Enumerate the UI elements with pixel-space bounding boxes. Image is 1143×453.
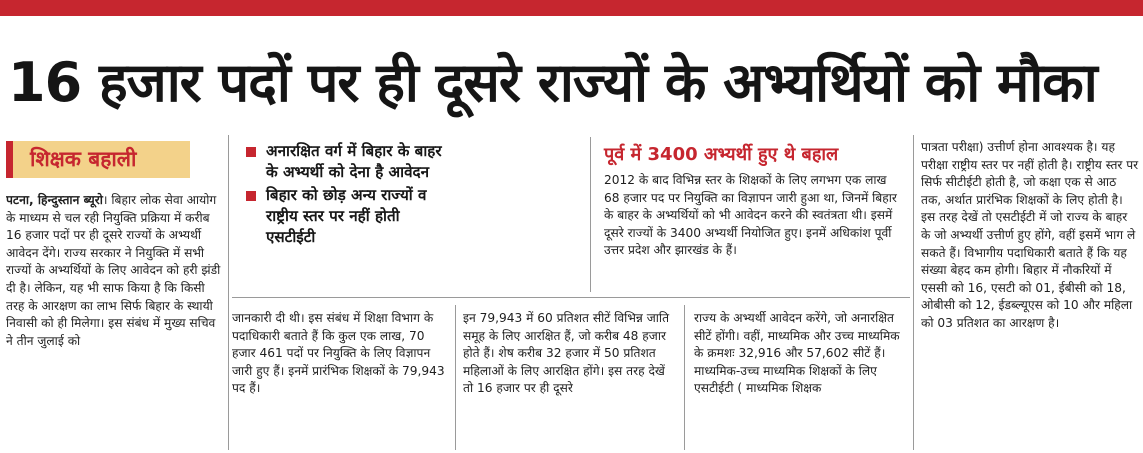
article-column-5 bbox=[921, 139, 1139, 450]
column-divider bbox=[913, 135, 914, 450]
tag-accent-bar bbox=[6, 141, 13, 178]
section-tag bbox=[6, 141, 190, 178]
section-rule bbox=[232, 297, 910, 298]
column-2-text: जानकारी दी थी। इस संबंध में शिक्षा विभाग के पदाधिकारी बताते हैं कि कुल एक लाख, 70 हजार 461 पदों पर नियुक्ति के लिए विज्ञापन जारी हुए हैं। इनमें प्रारंभिक शिक्षकों के 79,943 पद हैं। bbox=[232, 311, 445, 396]
highlight-text: अनारक्षित वर्ग में बिहार के बाहर के अभ्यर्थी को देना है आवेदन bbox=[266, 142, 442, 181]
top-color-bar bbox=[0, 0, 1143, 16]
article-column-1 bbox=[6, 192, 224, 450]
article-column-2 bbox=[232, 310, 448, 450]
square-bullet-icon bbox=[246, 147, 256, 157]
column-4-text: राज्य के अभ्यर्थी आवेदन करेंगे, जो अनारक्षित सीटें होंगी। वहीं, माध्यमिक और उच्च माध्यमिक के क्रमशः 32,916 और 57,602 सीटें हैं। माध्यमिक-उच्च माध्यमिक शिक्षकों के लिए एसटीईटी ( माध्यमिक शिक्षक bbox=[694, 311, 900, 396]
box-paragraph: 2012 के बाद विभिन्न स्तर के शिक्षकों के लिए लगभग एक लाख 68 हजार पद पर नियुक्ति का विज्ञापन जारी हुआ था, जिनमें बिहार के बाहर के अभ्यर्थियों को भी आवेदन करने की स्वतंत्रता थी। इसमें दूसरे राज्यों के 3400 अभ्यर्थी नियोजित हुए। इनमें अधिकांश पूर्वी उत्तर प्रदेश और झारखंड के हैं। bbox=[604, 173, 897, 258]
column-divider bbox=[455, 305, 456, 450]
highlight-item bbox=[244, 141, 444, 183]
highlight-item bbox=[244, 185, 444, 248]
column-3-text: इन 79,943 में 60 प्रतिशत सीटें विभिन्न जाति समूह के लिए आरक्षित हैं, जो करीब 48 हजार होते हैं। शेष करीब 32 हजार में 50 प्रतिशत महिलाओं के लिए आरक्षित होंगे। इस तरह देखें तो 16 हजार पर ही दूसरे bbox=[463, 311, 670, 396]
section-tag-label: शिक्षक बहाली bbox=[30, 147, 137, 171]
box-text bbox=[604, 172, 904, 286]
column-divider bbox=[228, 135, 229, 450]
box-divider bbox=[590, 137, 591, 292]
column-divider bbox=[684, 305, 685, 450]
article-column-3 bbox=[463, 310, 675, 450]
column-1-text: । बिहार लोक सेवा आयोग के माध्यम से चल रही नियुक्ति प्रक्रिया में करीब 16 हजार पदों पर ही दूसरे राज्यों के अभ्यर्थी आवेदन देंगे। राज्य सरकार ने नियुक्ति में सभी राज्यों के अभ्यर्थियों के लिए आवेदन को हरी झंडी दी है। लेकिन, यह भी साफ किया है कि किसी तरह के आरक्षण का लाभ सिर्फ बिहार के स्थायी निवासी को ही मिलेगा। इस संबंध में मुख्य सचिव ने तीन जुलाई को bbox=[6, 193, 221, 348]
dateline: पटना, हिन्दुस्तान ब्यूरो bbox=[6, 193, 103, 207]
box-subheading: पूर्व में 3400 अभ्यर्थी हुए थे बहाल bbox=[604, 144, 839, 165]
article-column-4 bbox=[694, 310, 906, 450]
column-5-text: पात्रता परीक्षा) उत्तीर्ण होना आवश्यक है। यह परीक्षा राष्ट्रीय स्तर पर नहीं होती है। राष्ट्रीय स्तर पर सिर्फ सीटीईटी होती है, जो कक्षा एक से आठ तक, अर्थात प्रारंभिक शिक्षकों के लिए होती है। इस तरह देखें तो एसटीईटी में जो राज्य के बाहर के जो अभ्यर्थी उत्तीर्ण हुए होंगे, वहीं इसमें भाग ले सकते हैं। विभागीय पदाधिकारी बताते हैं कि यह संख्या बेहद कम होगी। बिहार में नौकरियों में एससी को 16, एसटी को 01, ईबीसी को 18, ओबीसी को 12, ईडब्ल्यूएस को 10 और महिला को 03 प्रतिशत का आरक्षण है। bbox=[921, 140, 1139, 330]
highlight-text: बिहार को छोड़ अन्य राज्यों व राष्ट्रीय स्तर पर नहीं होती एसटीईटी bbox=[266, 186, 427, 246]
highlights-list bbox=[244, 141, 444, 287]
page-headline: 16 हजार पदों पर ही दूसरे राज्यों के अभ्यर्थियों को मौका bbox=[8, 51, 1097, 114]
square-bullet-icon bbox=[246, 191, 256, 201]
